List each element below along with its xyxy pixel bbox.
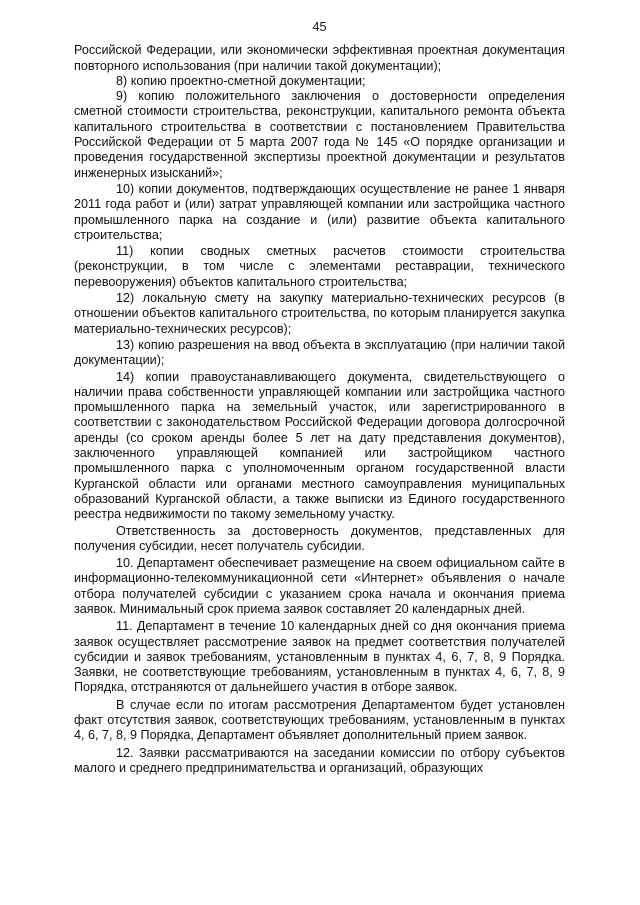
paragraph-clause-11: 11. Департамент в течение 10 календарных дней со дня окончания приема заявок осуществляет рассмотрение заявок на предмет соответствия получателей субсидии и заявок требованиям, установленным в пунктах 4, 6, 7, 8, 9 Порядка. Заявки, не соответствующие требованиям, установленным в пунктах 4, 6, 7, 8, 9 Порядка, отстраняются от дальнейшего участия в отборе заявок. [74,619,565,695]
document-page [74,20,565,776]
page-number: 45 [312,20,327,34]
paragraph-responsibility: Ответственность за достоверность документов, представленных для получения субсидии, несет получатель субсидии. [74,523,565,553]
paragraph-no-applications: В случае если по итогам рассмотрения Департаментом будет установлен факт отсутствия заявок, соответствующих требованиям, установленным в пунктах 4, 6, 7, 8, 9 Порядка, Департамент объявляет дополнительный прием заявок. [74,697,565,743]
page-number-container [74,20,565,35]
paragraph-clause-10: 10. Департамент обеспечивает размещение на своем официальном сайте в информационно-телекоммуникационной сети «Интернет» объявления о начале отбора получателей субсидии с указанием срока начала и окончания приема заявок. Минимальный срок приема заявок составляет 20 календарных дней. [74,556,565,616]
paragraph-continuation: Российской Федерации, или экономически эффективная проектная документация повторного использования (при наличии такой документации); [74,43,565,73]
paragraph-item-10: 10) копии документов, подтверждающих осуществление не ранее 1 января 2011 года работ и (или) затрат управляющей компании или застройщика частного промышленного парка на создание и (или) развитие объекта капитального строительства; [74,181,565,242]
paragraph-item-13: 13) копию разрешения на ввод объекта в эксплуатацию (при наличии такой документации); [74,337,565,368]
paragraph-item-9: 9) копию положительного заключения о достоверности определения сметной стоимости строительства, реконструкции, капитального ремонта объекта капитального строительства в соответствии с постановлением Правительства Российской Федерации от 5 марта 2007 года № 145 «О порядке организации и проведения государственной экспертизы проектной документации и результатов инженерных изысканий»; [74,89,565,180]
paragraph-item-12: 12) локальную смету на закупку материально-технических ресурсов (в отношении объектов капитального строительства, по которым планируется закупка материально-технических ресурсов); [74,291,565,336]
paragraph-item-8: 8) копию проектно-сметной документации; [116,73,366,88]
paragraph-item-11: 11) копии сводных сметных расчетов стоимости строительства (реконструкции, в том числе с элементами реставрации, технического перевооружения) объектов капитального строительства; [74,244,565,289]
paragraph-clause-12: 12. Заявки рассматриваются на заседании комиссии по отбору субъектов малого и среднего предпринимательства и организаций, образующих [74,745,565,775]
paragraph-item-14: 14) копии правоустанавливающего документа, свидетельствующего о наличии права собственности управляющей компании или застройщика частного промышленного парка на земельный участок, или зарегистрированного в соответствии с законодательством Российской Федерации договора долгосрочной аренды (со сроком аренды более 5 лет на дату представления документов), заключенного управляющей компанией или застройщиком частного промышленного парка с уполномоченным органом государственной власти Курганской области или органами местного самоуправления муниципальных образований Курганской области, а также выписки из Единого государственного реестра недвижимости по такому земельному участку. [74,369,565,522]
